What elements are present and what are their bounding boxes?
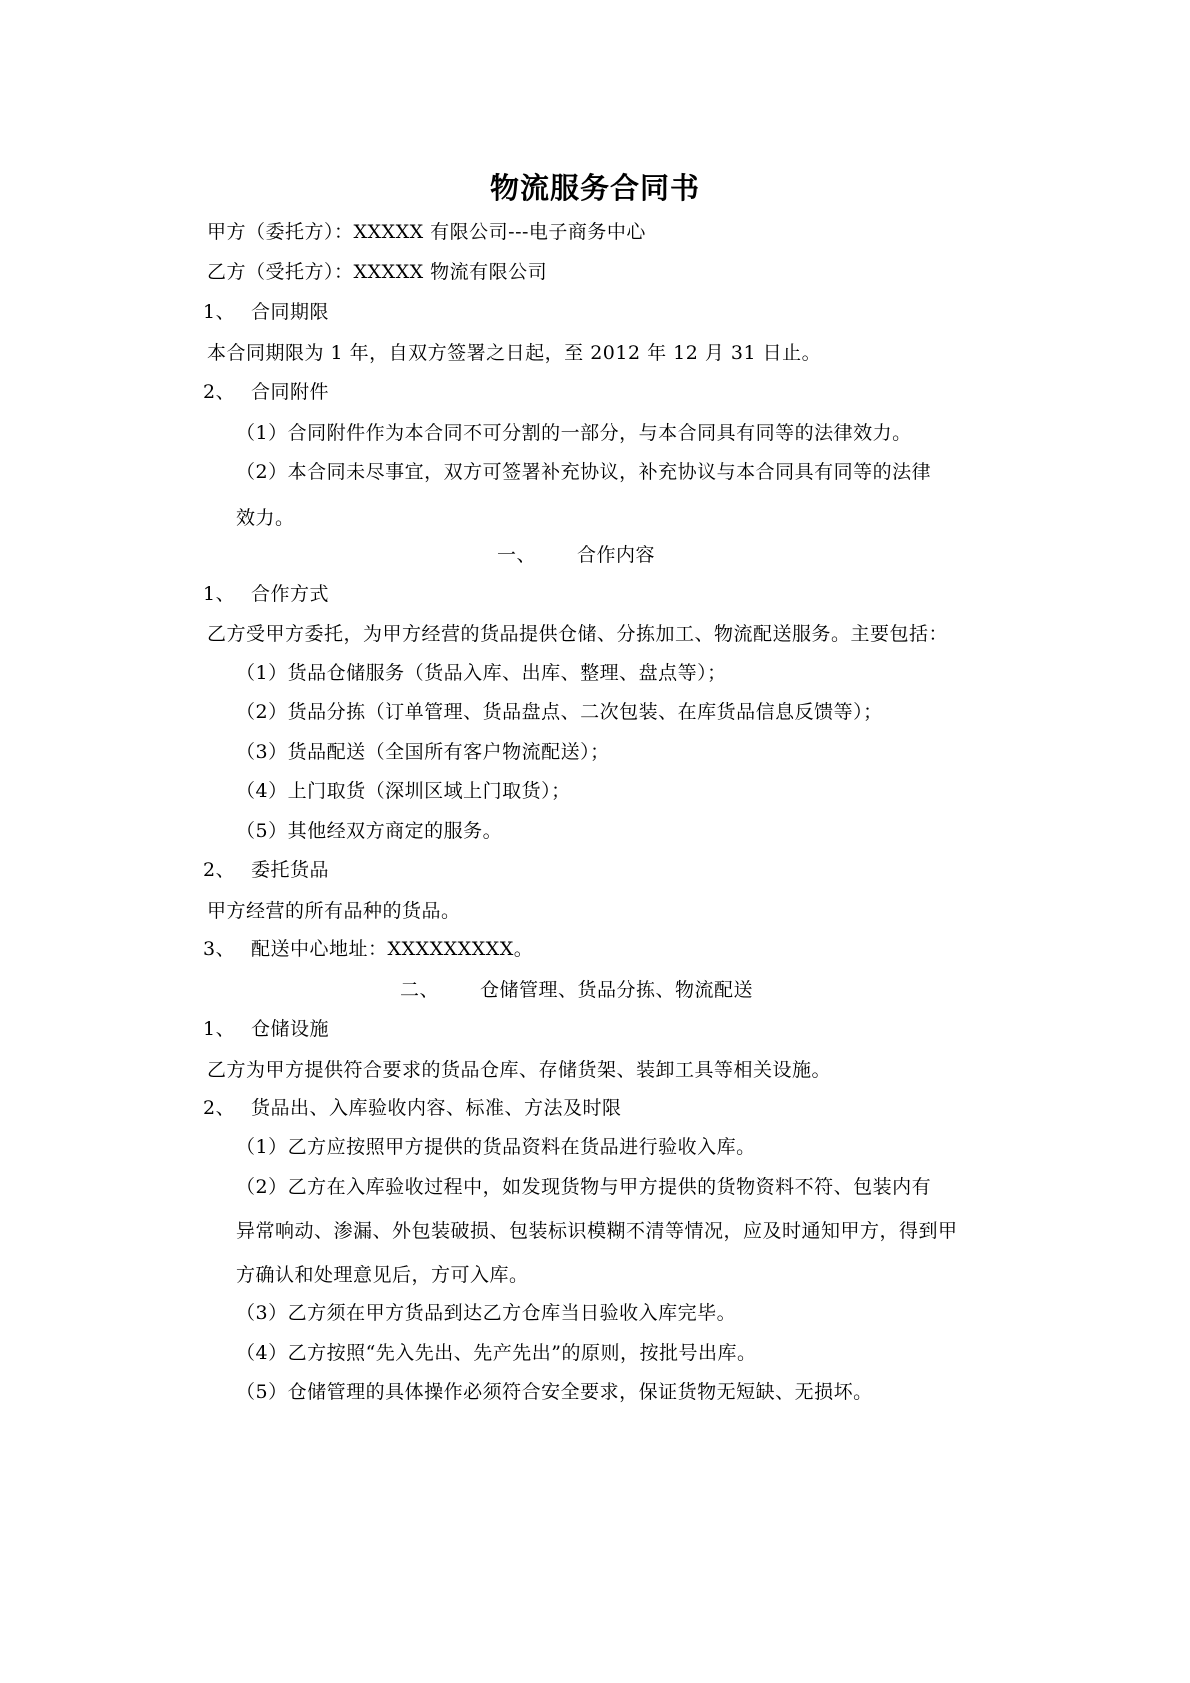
clause-number: 1、 — [203, 583, 236, 605]
document-title: 物流服务合同书 — [489, 171, 700, 205]
mode-item: （3）货品配送（全国所有客户物流配送）； — [236, 741, 610, 763]
section-1-heading — [497, 542, 655, 568]
clause-heading: 合同期限 — [251, 301, 330, 323]
clause-attachments-heading — [203, 379, 329, 405]
clause-number: 2、 — [203, 381, 236, 403]
clause-number: 2、 — [203, 859, 236, 881]
party-b: 乙方（受托方）：XXXXX 物流有限公司 — [207, 261, 548, 283]
clause-heading: 合同附件 — [251, 381, 330, 403]
goods-body: 甲方经营的所有品种的货品。 — [207, 900, 461, 922]
attachments-item-1: （1）合同附件作为本合同不可分割的一部分，与本合同具有同等的法律效力。 — [236, 422, 912, 444]
clause-number: 2、 — [203, 1097, 236, 1119]
inspection-item-2-line-3: 方确认和处理意见后，方可入库。 — [236, 1264, 529, 1286]
clause-number: 3、 — [203, 938, 236, 960]
section-2-heading — [400, 977, 753, 1003]
clause-term-heading — [203, 299, 329, 325]
inspection-item-3: （3）乙方须在甲方货品到达乙方仓库当日验收入库完毕。 — [236, 1302, 737, 1324]
clause-mode-heading — [203, 581, 329, 607]
clause-facility-heading — [203, 1016, 329, 1042]
section-title: 仓储管理、货品分拣、物流配送 — [480, 979, 754, 1001]
clause-heading: 合作方式 — [251, 583, 330, 605]
section-number: 一、 — [497, 544, 537, 566]
mode-item: （5）其他经双方商定的服务。 — [236, 820, 503, 842]
mode-item: （1）货品仓储服务（货品入库、出库、整理、盘点等）； — [236, 662, 727, 684]
attachments-item-2-line-1: （2）本合同未尽事宜，双方可签署补充协议，补充协议与本合同具有同等的法律 — [236, 461, 932, 483]
clause-heading: 货品出、入库验收内容、标准、方法及时限 — [251, 1097, 622, 1119]
clause-heading: 委托货品 — [251, 859, 330, 881]
inspection-item-5: （5）仓储管理的具体操作必须符合安全要求，保证货物无短缺、无损坏。 — [236, 1381, 873, 1403]
address-text: 配送中心地址：XXXXXXXXX。 — [251, 938, 534, 960]
inspection-item-1: （1）乙方应按照甲方提供的货品资料在货品进行验收入库。 — [236, 1136, 756, 1158]
section-title: 合作内容 — [577, 544, 656, 566]
attachments-item-2-line-2: 效力。 — [236, 507, 295, 529]
clause-inspection-heading — [203, 1095, 622, 1121]
clause-number: 1、 — [203, 301, 236, 323]
mode-intro: 乙方受甲方委托，为甲方经营的货品提供仓储、分拣加工、物流配送服务。主要包括： — [207, 623, 949, 645]
clause-goods-heading — [203, 857, 329, 883]
inspection-item-2-line-2: 异常响动、渗漏、外包装破损、包装标识模糊不清等情况，应及时通知甲方，得到甲 — [236, 1220, 958, 1242]
clause-number: 1、 — [203, 1018, 236, 1040]
clause-heading: 仓储设施 — [251, 1018, 330, 1040]
inspection-item-2-line-1: （2）乙方在入库验收过程中，如发现货物与甲方提供的货物资料不符、包装内有 — [236, 1176, 932, 1198]
clause-address — [203, 936, 533, 962]
party-a: 甲方（委托方）：XXXXX 有限公司---电子商务中心 — [207, 221, 646, 243]
facility-body: 乙方为甲方提供符合要求的货品仓库、存储货架、装卸工具等相关设施。 — [207, 1059, 832, 1081]
clause-term-body: 本合同期限为 1 年，自双方签署之日起，至 2012 年 12 月 31 日止。 — [207, 342, 822, 364]
inspection-item-4: （4）乙方按照“先入先出、先产先出”的原则，按批号出库。 — [236, 1342, 757, 1364]
mode-item: （4）上门取货（深圳区域上门取货）； — [236, 780, 571, 802]
mode-item: （2）货品分拣（订单管理、货品盘点、二次包装、在库货品信息反馈等）； — [236, 701, 883, 723]
section-number: 二、 — [400, 979, 440, 1001]
